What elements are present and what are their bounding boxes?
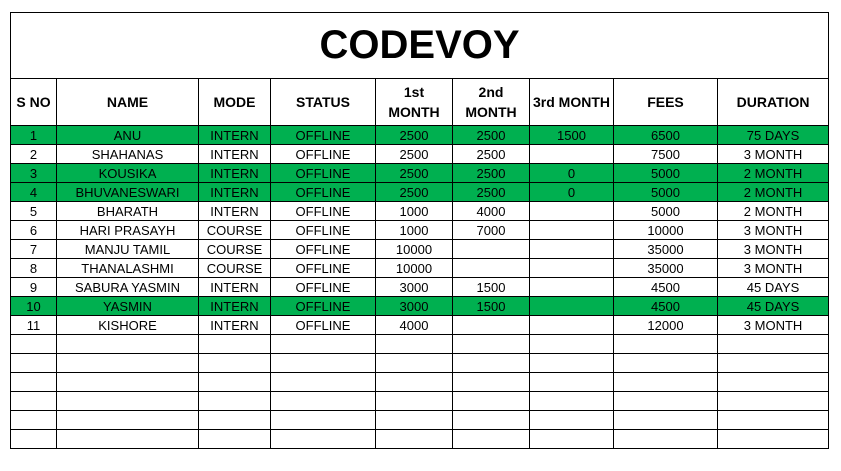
cell-month2[interactable]: 2500: [453, 126, 530, 145]
header-row: [11, 79, 829, 126]
cell-month1[interactable]: 1000: [376, 221, 453, 240]
cell-name[interactable]: SHAHANAS: [57, 145, 199, 164]
cell-month3[interactable]: [530, 202, 614, 221]
sheet-title[interactable]: CODEVOY: [11, 13, 829, 79]
cell-month1[interactable]: 10000: [376, 259, 453, 278]
cell-month3[interactable]: [530, 221, 614, 240]
fees-table: [10, 12, 829, 449]
cell-duration[interactable]: 2 MONTH: [718, 164, 829, 183]
table-row: [11, 240, 829, 259]
table-row: [11, 183, 829, 202]
cell-month1[interactable]: 2500: [376, 126, 453, 145]
header-month2[interactable]: [453, 79, 530, 126]
cell-sno[interactable]: 4: [11, 183, 57, 202]
cell-month3[interactable]: [530, 297, 614, 316]
empty-cell[interactable]: [530, 335, 614, 354]
header-mode[interactable]: MODE: [199, 79, 271, 126]
cell-status[interactable]: OFFLINE: [271, 316, 376, 335]
cell-month1[interactable]: 3000: [376, 297, 453, 316]
empty-cell[interactable]: [453, 392, 530, 411]
empty-cell[interactable]: [57, 354, 199, 373]
cell-status[interactable]: OFFLINE: [271, 297, 376, 316]
empty-cell[interactable]: [271, 354, 376, 373]
empty-cell[interactable]: [271, 392, 376, 411]
empty-cell[interactable]: [718, 411, 829, 430]
empty-cell[interactable]: [11, 411, 57, 430]
empty-cell[interactable]: [376, 373, 453, 392]
cell-month1[interactable]: 2500: [376, 145, 453, 164]
cell-month2[interactable]: 1500: [453, 278, 530, 297]
table-row: [11, 145, 829, 164]
empty-cell[interactable]: [530, 373, 614, 392]
table-row: [11, 221, 829, 240]
cell-duration[interactable]: 75 DAYS: [718, 126, 829, 145]
cell-status[interactable]: OFFLINE: [271, 221, 376, 240]
empty-cell[interactable]: [11, 392, 57, 411]
cell-fees[interactable]: 6500: [614, 126, 718, 145]
cell-mode[interactable]: INTERN: [199, 164, 271, 183]
cell-status[interactable]: OFFLINE: [271, 164, 376, 183]
cell-name[interactable]: THANALASHMI: [57, 259, 199, 278]
cell-duration[interactable]: 45 DAYS: [718, 297, 829, 316]
empty-cell[interactable]: [530, 354, 614, 373]
cell-sno[interactable]: 5: [11, 202, 57, 221]
cell-status[interactable]: OFFLINE: [271, 126, 376, 145]
empty-cell[interactable]: [718, 430, 829, 449]
empty-cell[interactable]: [57, 430, 199, 449]
cell-month1[interactable]: 3000: [376, 278, 453, 297]
empty-row: [11, 354, 829, 373]
cell-fees[interactable]: 12000: [614, 316, 718, 335]
cell-mode[interactable]: INTERN: [199, 126, 271, 145]
empty-row: [11, 373, 829, 392]
empty-cell[interactable]: [614, 430, 718, 449]
empty-row: [11, 411, 829, 430]
empty-cell[interactable]: [530, 392, 614, 411]
cell-sno[interactable]: 3: [11, 164, 57, 183]
cell-month2[interactable]: [453, 316, 530, 335]
cell-name[interactable]: BHUVANESWARI: [57, 183, 199, 202]
table-row: [11, 297, 829, 316]
header-month3[interactable]: 3rd MONTH: [530, 79, 614, 126]
cell-duration[interactable]: 3 MONTH: [718, 145, 829, 164]
table-row: [11, 202, 829, 221]
cell-fees[interactable]: 5000: [614, 183, 718, 202]
cell-mode[interactable]: COURSE: [199, 221, 271, 240]
empty-cell[interactable]: [57, 392, 199, 411]
cell-duration[interactable]: 3 MONTH: [718, 316, 829, 335]
header-month1-line2: MONTH: [388, 104, 440, 120]
cell-fees[interactable]: 4500: [614, 297, 718, 316]
cell-month2[interactable]: [453, 240, 530, 259]
empty-cell[interactable]: [271, 411, 376, 430]
cell-month3[interactable]: 0: [530, 183, 614, 202]
cell-month2[interactable]: 4000: [453, 202, 530, 221]
cell-duration[interactable]: 3 MONTH: [718, 259, 829, 278]
header-duration[interactable]: DURATION: [718, 79, 829, 126]
cell-status[interactable]: OFFLINE: [271, 259, 376, 278]
cell-sno[interactable]: 8: [11, 259, 57, 278]
cell-fees[interactable]: 10000: [614, 221, 718, 240]
empty-cell[interactable]: [718, 373, 829, 392]
cell-fees[interactable]: 7500: [614, 145, 718, 164]
empty-cell[interactable]: [530, 430, 614, 449]
empty-cell[interactable]: [614, 373, 718, 392]
cell-fees[interactable]: 5000: [614, 164, 718, 183]
cell-mode[interactable]: COURSE: [199, 240, 271, 259]
cell-name[interactable]: MANJU TAMIL: [57, 240, 199, 259]
empty-row: [11, 392, 829, 411]
cell-month3[interactable]: [530, 145, 614, 164]
cell-month3[interactable]: [530, 316, 614, 335]
empty-cell[interactable]: [614, 392, 718, 411]
cell-month2[interactable]: 2500: [453, 145, 530, 164]
cell-sno[interactable]: 11: [11, 316, 57, 335]
empty-cell[interactable]: [453, 430, 530, 449]
cell-status[interactable]: OFFLINE: [271, 183, 376, 202]
cell-duration[interactable]: 2 MONTH: [718, 183, 829, 202]
cell-fees[interactable]: 35000: [614, 259, 718, 278]
empty-cell[interactable]: [376, 411, 453, 430]
empty-cell[interactable]: [271, 430, 376, 449]
cell-month2[interactable]: 2500: [453, 164, 530, 183]
cell-mode[interactable]: INTERN: [199, 202, 271, 221]
cell-sno[interactable]: 6: [11, 221, 57, 240]
cell-status[interactable]: OFFLINE: [271, 202, 376, 221]
cell-status[interactable]: OFFLINE: [271, 240, 376, 259]
empty-cell[interactable]: [199, 373, 271, 392]
cell-mode[interactable]: INTERN: [199, 316, 271, 335]
empty-cell[interactable]: [11, 354, 57, 373]
cell-sno[interactable]: 7: [11, 240, 57, 259]
cell-sno[interactable]: 1: [11, 126, 57, 145]
cell-duration[interactable]: 2 MONTH: [718, 202, 829, 221]
header-month2-line2: MONTH: [465, 104, 517, 120]
cell-name[interactable]: KISHORE: [57, 316, 199, 335]
header-sno[interactable]: S NO: [11, 79, 57, 126]
cell-month3[interactable]: [530, 240, 614, 259]
cell-month3[interactable]: [530, 259, 614, 278]
empty-cell[interactable]: [199, 430, 271, 449]
empty-cell[interactable]: [614, 354, 718, 373]
empty-row: [11, 335, 829, 354]
empty-cell[interactable]: [271, 373, 376, 392]
cell-name[interactable]: BHARATH: [57, 202, 199, 221]
empty-cell[interactable]: [376, 335, 453, 354]
table-row: [11, 164, 829, 183]
cell-fees[interactable]: 35000: [614, 240, 718, 259]
cell-status[interactable]: OFFLINE: [271, 145, 376, 164]
cell-name[interactable]: YASMIN: [57, 297, 199, 316]
cell-duration[interactable]: 45 DAYS: [718, 278, 829, 297]
cell-name[interactable]: SABURA YASMIN: [57, 278, 199, 297]
cell-name[interactable]: KOUSIKA: [57, 164, 199, 183]
cell-month1[interactable]: 4000: [376, 316, 453, 335]
empty-cell[interactable]: [11, 373, 57, 392]
cell-sno[interactable]: 2: [11, 145, 57, 164]
cell-mode[interactable]: COURSE: [199, 259, 271, 278]
header-status[interactable]: STATUS: [271, 79, 376, 126]
empty-cell[interactable]: [376, 392, 453, 411]
cell-mode[interactable]: INTERN: [199, 278, 271, 297]
cell-status[interactable]: OFFLINE: [271, 278, 376, 297]
header-month1[interactable]: [376, 79, 453, 126]
empty-cell[interactable]: [57, 373, 199, 392]
cell-fees[interactable]: 4500: [614, 278, 718, 297]
cell-month2[interactable]: 1500: [453, 297, 530, 316]
cell-name[interactable]: ANU: [57, 126, 199, 145]
table-row: [11, 316, 829, 335]
cell-duration[interactable]: 3 MONTH: [718, 221, 829, 240]
table-row: [11, 126, 829, 145]
empty-cell[interactable]: [57, 411, 199, 430]
empty-cell[interactable]: [530, 411, 614, 430]
cell-month3[interactable]: 1500: [530, 126, 614, 145]
cell-month2[interactable]: [453, 259, 530, 278]
cell-month3[interactable]: [530, 278, 614, 297]
cell-name[interactable]: HARI PRASAYH: [57, 221, 199, 240]
empty-cell[interactable]: [199, 354, 271, 373]
empty-cell[interactable]: [199, 335, 271, 354]
cell-fees[interactable]: 5000: [614, 202, 718, 221]
cell-month1[interactable]: 2500: [376, 183, 453, 202]
empty-cell[interactable]: [199, 411, 271, 430]
cell-month3[interactable]: 0: [530, 164, 614, 183]
empty-row: [11, 430, 829, 449]
cell-sno[interactable]: 10: [11, 297, 57, 316]
empty-cell[interactable]: [718, 354, 829, 373]
cell-month1[interactable]: 1000: [376, 202, 453, 221]
cell-mode[interactable]: INTERN: [199, 297, 271, 316]
cell-month1[interactable]: 10000: [376, 240, 453, 259]
cell-mode[interactable]: INTERN: [199, 183, 271, 202]
empty-cell[interactable]: [199, 392, 271, 411]
empty-cell[interactable]: [718, 335, 829, 354]
empty-cell[interactable]: [57, 335, 199, 354]
empty-cell[interactable]: [614, 335, 718, 354]
cell-mode[interactable]: INTERN: [199, 145, 271, 164]
table-row: [11, 259, 829, 278]
empty-cell[interactable]: [376, 354, 453, 373]
cell-sno[interactable]: 9: [11, 278, 57, 297]
empty-cell[interactable]: [453, 335, 530, 354]
cell-duration[interactable]: 3 MONTH: [718, 240, 829, 259]
cell-month2[interactable]: 2500: [453, 183, 530, 202]
header-month1-line1: 1st: [403, 84, 425, 100]
cell-month1[interactable]: 2500: [376, 164, 453, 183]
empty-cell[interactable]: [718, 392, 829, 411]
cell-month2[interactable]: 7000: [453, 221, 530, 240]
table-row: [11, 278, 829, 297]
empty-cell[interactable]: [376, 430, 453, 449]
header-name[interactable]: NAME: [57, 79, 199, 126]
header-month2-line1: 2nd: [478, 84, 504, 100]
empty-cell[interactable]: [614, 411, 718, 430]
empty-cell[interactable]: [11, 430, 57, 449]
header-fees[interactable]: FEES: [614, 79, 718, 126]
empty-cell[interactable]: [453, 411, 530, 430]
empty-cell[interactable]: [453, 373, 530, 392]
empty-cell[interactable]: [11, 335, 57, 354]
empty-cell[interactable]: [453, 354, 530, 373]
empty-cell[interactable]: [271, 335, 376, 354]
